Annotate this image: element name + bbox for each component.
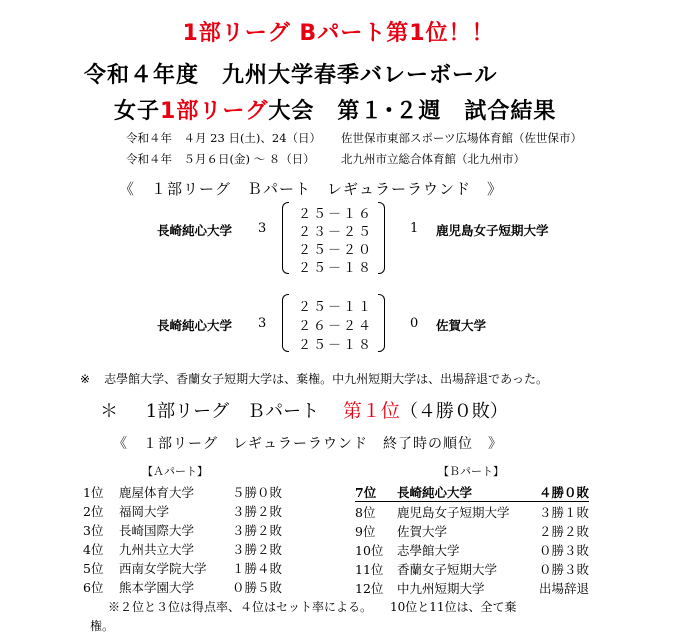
standings-row [83,501,282,520]
match-1-score-b: 1 [410,221,419,236]
standings-row [83,482,282,501]
bracket-left [282,294,289,352]
match-2-score-b: 0 [410,316,419,331]
record: ４勝０敗 [531,482,589,502]
rank: 10位 [355,542,384,558]
record: ５勝０敗 [232,484,283,500]
rank: 8位 [355,504,376,520]
rank: 3位 [83,522,104,538]
part-b-standings [355,482,589,597]
final-standings-header: 《 １部リーグ レギュラーラウンド 終了時の順位 》 [113,436,503,452]
team: 福岡大学 [119,503,170,519]
record: ０勝５敗 [232,579,283,595]
title-league: 1部リーグ [160,99,269,124]
rank: 9位 [355,523,376,539]
schedule-venue-1: 佐世保市東部スポーツ広場体育館（佐世保市） [341,131,583,145]
standings-row [355,540,589,559]
rank: 4位 [83,541,104,557]
result-line [100,396,508,423]
team: 熊本学園大学 [119,579,195,595]
record: ３勝２敗 [232,503,283,519]
record: ３勝２敗 [232,522,283,538]
standings-row [83,539,282,558]
withdrawal-note [80,370,548,387]
record: ２勝２敗 [538,523,589,539]
rank: 1位 [83,484,104,500]
team: 西南女学院大学 [119,560,207,576]
match-2-set-3: ２５－１８ [298,338,374,353]
rank: 2位 [83,503,104,519]
headline: 1部リーグ Bパート第1位！！ [182,21,495,46]
match-1-set-4: ２５－１８ [298,261,374,276]
part-a-label: 【Ａパート】 [142,465,208,478]
standings-row [355,502,589,522]
rank: 12位 [355,580,384,596]
standings-row [355,559,589,578]
match-1-team-a: 長崎純心大学 [157,223,233,238]
record: １勝４敗 [232,560,283,576]
match-1-score-a: 3 [258,221,267,236]
rank: 11位 [355,561,384,577]
schedule-venue-2: 北九州市立総合体育館（北九州市） [341,152,525,166]
result-place: 第１位 [342,400,400,422]
title-post: 大会 第１･２週 試合結果 [268,99,557,124]
team: 香蘭女子短期大学 [397,561,498,577]
record: ０勝３敗 [538,561,589,577]
team: 中九州短期大学 [397,580,485,596]
standings-row [355,521,589,540]
record: 出場辞退 [538,580,589,596]
standings-row [83,577,282,596]
title-line-2 [114,94,556,125]
match-2-set-2: ２６－２４ [298,319,374,334]
record: ０勝３敗 [538,542,589,558]
match-1-set-1: ２５－１６ [298,207,374,222]
match-2-team-a: 長崎純心大学 [157,318,233,333]
match-1-set-2: ２３－２５ [298,225,374,240]
bracket-right [378,202,385,274]
rank: 5位 [83,560,104,576]
standings-row [355,578,589,597]
match-2-set-1: ２５－１１ [298,300,374,315]
match-2-team-b: 佐賀大学 [436,318,487,333]
match-1-set-3: ２５－２０ [298,243,374,258]
bracket-left [282,202,289,274]
result-record: （４勝０敗） [399,401,508,422]
title-line-1: 令和４年度 九州大学春季バレーボール [84,63,498,88]
record: ３勝１敗 [538,504,589,520]
match-2-score-a: 3 [258,316,267,331]
result-text: 1部リーグ Ｂパート [145,401,320,422]
schedule-date-2: 令和４年 ５月６日(金) ～ ８（日） [126,152,315,166]
team: 鹿屋体育大学 [119,484,195,500]
footnote-continued: 権。 [90,619,115,633]
standings-row-highlight [355,482,589,502]
team: 佐賀大学 [397,523,448,539]
title-pre: 女子 [114,99,161,124]
standings-row [83,558,282,577]
match-1-team-b: 鹿児島女子短期大学 [436,223,549,238]
rank: 6位 [83,579,104,595]
schedule-date-1: 令和４年 ４月 23 日(土)、24（日） [126,131,322,145]
part-b-label: 【Ｂパート】 [438,465,504,478]
record: ３勝２敗 [232,541,283,557]
team: 長崎純心大学 [397,482,531,502]
result-mark: ＊ [100,401,118,422]
rank: 7位 [355,482,397,502]
note-text: 志學館大学、香蘭女子短期大学は、棄権。中九州短期大学は、出場辞退であった。 [104,372,548,386]
team: 長崎国際大学 [119,522,195,538]
part-a-standings [83,482,282,596]
note-mark: ※ [80,372,91,386]
team: 鹿児島女子短期大学 [397,504,510,520]
standings-row [83,520,282,539]
team: 志學館大学 [397,542,460,558]
footnote: ※２位と３位は得点率、４位はセット率による。 10位と11位は、全て棄 [108,600,517,614]
round-header: 《 １部リーグ Ｂパート レギュラーラウンド 》 [119,180,504,198]
bracket-right [378,294,385,352]
team: 九州共立大学 [119,541,195,557]
